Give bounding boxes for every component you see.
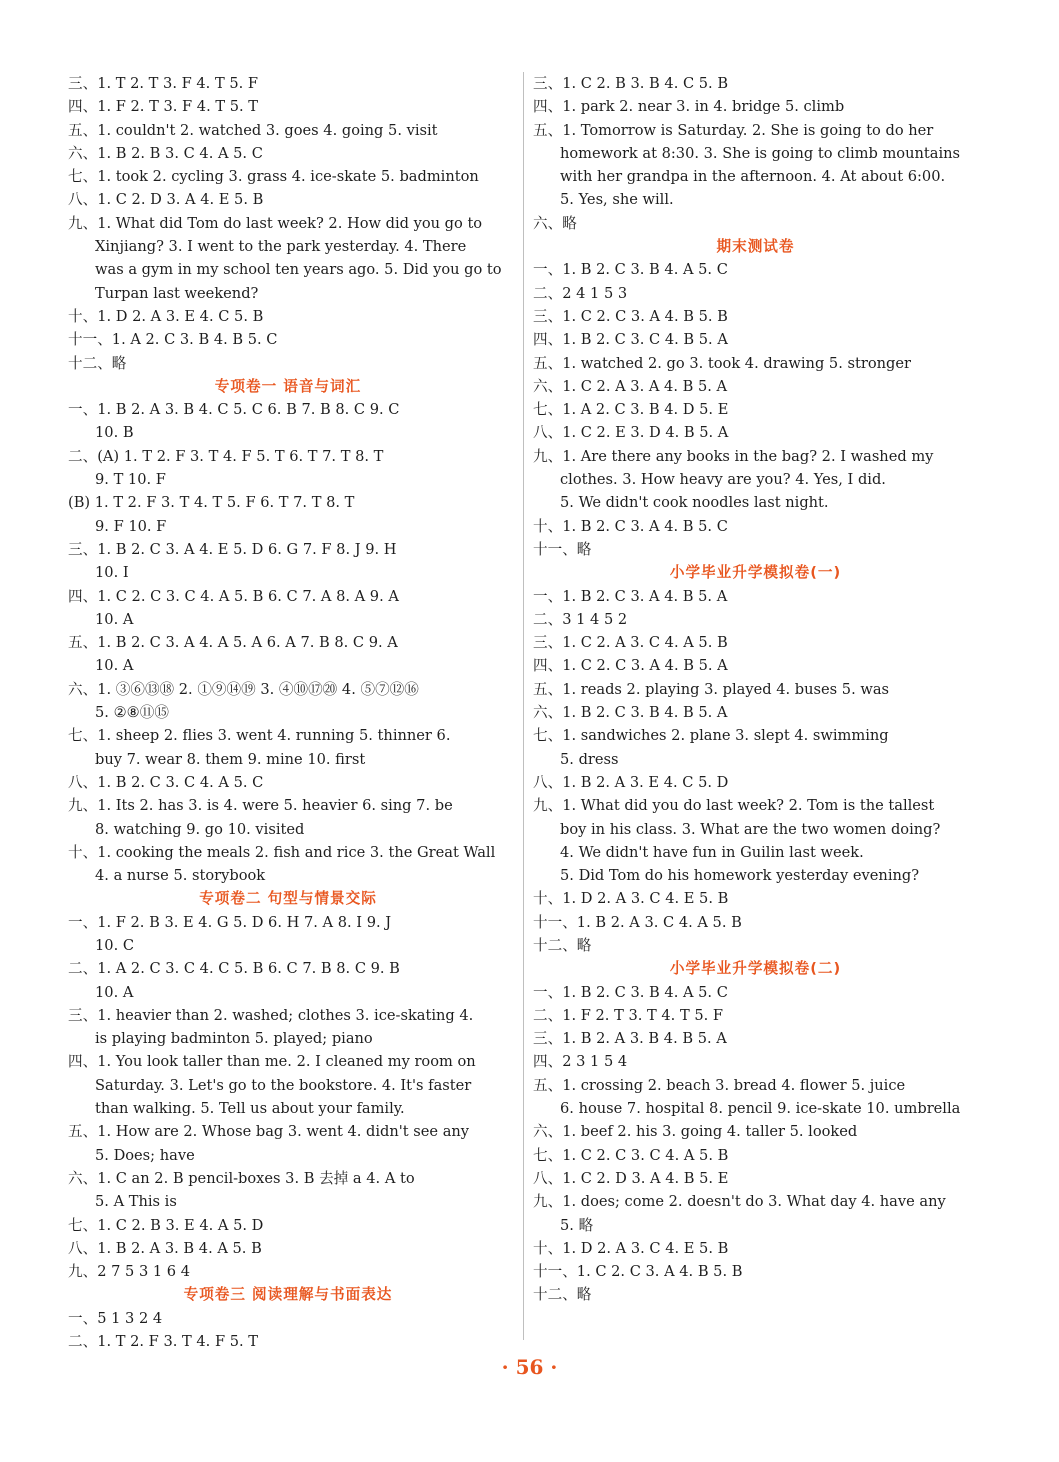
answer-line: 六、1. C an 2. B pencil-boxes 3. B 去掉 a 4. A to — [68, 1169, 415, 1187]
answer-line: 10. I — [95, 564, 129, 582]
answer-line: 六、1. C 2. A 3. A 4. B 5. A — [533, 377, 728, 395]
answer-line: 5. Does; have — [95, 1146, 195, 1164]
answer-line: 三、1. B 2. A 3. B 4. B 5. A — [533, 1030, 727, 1048]
answer-line: 三、1. B 2. C 3. A 4. E 5. D 6. G 7. F 8. J 9. H — [68, 540, 397, 558]
answer-line: 七、1. C 2. B 3. E 4. A 5. D — [68, 1216, 264, 1234]
answer-line: 一、1. B 2. C 3. B 4. A 5. C — [533, 261, 728, 279]
answer-line: 九、1. Are there any books in the bag? 2. I washed my — [533, 447, 934, 465]
answer-line: 七、1. sheep 2. flies 3. went 4. running 5. thinner 6. — [68, 727, 451, 745]
answer-line: 十一、1. C 2. C 3. A 4. B 5. B — [533, 1263, 743, 1281]
answer-line: 二、2 4 1 5 3 — [533, 284, 628, 302]
answer-line: 二、1. A 2. C 3. C 4. C 5. B 6. C 7. B 8. C 9. B — [68, 960, 400, 978]
answer-line: 八、1. C 2. E 3. D 4. B 5. A — [533, 424, 729, 442]
answer-line: 10. B — [95, 424, 134, 442]
answer-line: 五、1. reads 2. playing 3. played 4. buses 5. was — [533, 680, 890, 698]
answer-line: 二、3 1 4 5 2 — [533, 610, 628, 628]
answer-line: 七、1. C 2. C 3. C 4. A 5. B — [533, 1146, 729, 1164]
answer-line: 七、1. took 2. cycling 3. grass 4. ice-skate 5. badminton — [68, 168, 479, 186]
answer-line: 二、1. F 2. T 3. T 4. T 5. F — [533, 1006, 724, 1024]
answer-line: than walking. 5. Tell us about your family. — [95, 1100, 405, 1118]
answer-line: 四、2 3 1 5 4 — [533, 1053, 628, 1071]
answer-line: 六、1. B 2. C 3. B 4. B 5. A — [533, 704, 728, 722]
answer-line: 三、1. C 2. A 3. C 4. A 5. B — [533, 634, 728, 652]
answer-line: 四、1. C 2. C 3. A 4. B 5. A — [533, 657, 728, 675]
answer-line: buy 7. wear 8. them 9. mine 10. first — [95, 750, 366, 768]
answer-line: 五、1. watched 2. go 3. took 4. drawing 5. stronger — [533, 354, 911, 372]
answer-line: 10. C — [95, 936, 135, 954]
answer-line: 六、1. ③⑥⑬⑱ 2. ①⑨⑭⑲ 3. ④⑩⑰⑳ 4. ⑤⑦⑫⑯ — [68, 680, 419, 698]
answer-line: 十一、1. A 2. C 3. B 4. B 5. C — [68, 331, 278, 349]
answer-line: 四、1. B 2. C 3. C 4. B 5. A — [533, 331, 728, 349]
answer-line: 10. A — [95, 610, 134, 628]
answer-line: 八、1. C 2. D 3. A 4. B 5. E — [533, 1169, 729, 1187]
answer-line: was a gym in my school ten years ago. 5. Did you go to — [95, 261, 502, 279]
answer-line: 十、1. D 2. A 3. E 4. C 5. B — [68, 307, 264, 325]
answer-line: 十二、略 — [533, 936, 592, 954]
left-column — [68, 72, 508, 1353]
answer-line: 三、1. C 2. B 3. B 4. C 5. B — [533, 75, 729, 92]
answer-line: clothes. 3. How heavy are you? 4. Yes, I did. — [560, 471, 886, 489]
answer-line: boy in his class. 3. What are the two women doing? — [560, 820, 941, 838]
answer-line: 一、5 1 3 2 4 — [68, 1309, 163, 1327]
right-column — [533, 72, 978, 1307]
answer-line: 五、1. B 2. C 3. A 4. A 5. A 6. A 7. B 8. C 9. A — [68, 634, 398, 652]
answer-line: 5. Did Tom do his homework yesterday evening? — [560, 867, 920, 885]
answer-line: 九、1. Its 2. has 3. is 4. were 5. heavier 6. sing 7. be — [68, 797, 453, 815]
answer-line: with her grandpa in the afternoon. 4. At about 6:00. — [560, 168, 946, 186]
answer-line: Xinjiang? 3. I went to the park yesterday. 4. There — [95, 238, 467, 256]
answer-line: 4. We didn't have fun in Guilin last week. — [560, 843, 864, 861]
section-heading: 小学毕业升学模拟卷(一) — [669, 564, 842, 582]
answer-line: 八、1. B 2. A 3. E 4. C 5. D — [533, 773, 729, 791]
answer-line: homework at 8:30. 3. She is going to climb mountains — [560, 144, 961, 162]
answer-line: 三、1. T 2. T 3. F 4. T 5. F — [68, 75, 259, 92]
section-heading: 期末测试卷 — [716, 238, 795, 256]
answer-line: 5. A This is — [95, 1193, 177, 1211]
section-heading: 专项卷一 语音与词汇 — [214, 377, 362, 395]
answer-line: 九、1. What did Tom do last week? 2. How did you go to — [68, 214, 483, 232]
column-divider — [523, 72, 524, 1340]
section-heading: 小学毕业升学模拟卷(二) — [669, 960, 842, 978]
answer-line: 二、1. T 2. F 3. T 4. F 5. T — [68, 1333, 259, 1351]
answer-line: 九、1. does; come 2. doesn't do 3. What day 4. have any — [533, 1193, 946, 1211]
answer-line: 八、1. B 2. A 3. B 4. A 5. B — [68, 1239, 262, 1257]
answer-line: 一、1. B 2. C 3. A 4. B 5. A — [533, 587, 728, 605]
answer-line: 十、1. cooking the meals 2. fish and rice 3. the Great Wall — [68, 843, 496, 861]
answer-line: 五、1. How are 2. Whose bag 3. went 4. didn't see any — [68, 1123, 470, 1141]
answer-line: 十二、略 — [533, 1286, 592, 1304]
answer-line: 六、1. beef 2. his 3. going 4. taller 5. looked — [533, 1123, 858, 1141]
answer-line: 5. 略 — [560, 1216, 594, 1234]
answer-line: Saturday. 3. Let's go to the bookstore. 4. It's faster — [95, 1076, 472, 1094]
answer-line: 五、1. crossing 2. beach 3. bread 4. flower 5. juice — [533, 1076, 906, 1094]
answer-line: 6. house 7. hospital 8. pencil 9. ice-skate 10. umbrella — [560, 1100, 961, 1118]
answer-line: 十一、1. B 2. A 3. C 4. A 5. B — [533, 913, 742, 931]
answer-line: 10. A — [95, 657, 134, 675]
answer-line: 九、1. What did you do last week? 2. Tom is the tallest — [533, 797, 935, 815]
answer-line: 三、1. C 2. C 3. A 4. B 5. B — [533, 307, 728, 325]
answer-line: 十二、略 — [68, 354, 127, 372]
answer-line: 4. a nurse 5. storybook — [95, 867, 266, 885]
answer-line: 5. We didn't cook noodles last night. — [560, 494, 829, 512]
answer-line: 5. dress — [560, 750, 619, 768]
section-heading: 专项卷二 句型与情景交际 — [199, 890, 377, 908]
answer-line: 九、2 7 5 3 1 6 4 — [68, 1263, 191, 1281]
answer-line: 十、1. D 2. A 3. C 4. E 5. B — [533, 890, 729, 908]
page-number: · 56 · — [501, 1355, 558, 1379]
answer-line: 5. Yes, she will. — [560, 191, 674, 209]
answer-line: 六、略 — [533, 214, 577, 232]
answer-line: 七、1. A 2. C 3. B 4. D 5. E — [533, 401, 729, 419]
answer-line: 5. ②⑧⑪⑮ — [95, 704, 169, 722]
answer-line: 一、1. B 2. C 3. B 4. A 5. C — [533, 983, 728, 1001]
answer-line: 三、1. heavier than 2. washed; clothes 3. ice-skating 4. — [68, 1006, 474, 1024]
answer-line: 八、1. C 2. D 3. A 4. E 5. B — [68, 191, 264, 209]
answer-line: 二、(A) 1. T 2. F 3. T 4. F 5. T 6. T 7. T 8. T — [68, 447, 384, 465]
answer-line: 四、1. F 2. T 3. F 4. T 5. T — [68, 98, 259, 116]
answer-line: 十一、略 — [533, 540, 592, 558]
answer-line: 八、1. B 2. C 3. C 4. A 5. C — [68, 773, 264, 791]
answer-line: Turpan last weekend? — [95, 284, 259, 302]
answer-line: 十、1. D 2. A 3. C 4. E 5. B — [533, 1239, 729, 1257]
answer-line: 四、1. park 2. near 3. in 4. bridge 5. climb — [533, 98, 845, 116]
answer-line: 六、1. B 2. B 3. C 4. A 5. C — [68, 144, 263, 162]
answer-line: 一、1. F 2. B 3. E 4. G 5. D 6. H 7. A 8. I 9. J — [68, 913, 392, 931]
answer-line: 十、1. B 2. C 3. A 4. B 5. C — [533, 517, 728, 535]
answer-line: 一、1. B 2. A 3. B 4. C 5. C 6. B 7. B 8. C 9. C — [68, 401, 400, 419]
answer-line: (B) 1. T 2. F 3. T 4. T 5. F 6. T 7. T 8. T — [68, 494, 355, 512]
answer-line: 四、1. C 2. C 3. C 4. A 5. B 6. C 7. A 8. A 9. A — [68, 587, 399, 605]
answer-line: 四、1. You look taller than me. 2. I cleaned my room on — [68, 1053, 476, 1071]
answer-line: 五、1. couldn't 2. watched 3. goes 4. going 5. visit — [68, 121, 438, 139]
answer-line: 9. T 10. F — [95, 471, 166, 489]
answer-line: 10. A — [95, 983, 134, 1001]
answer-line: 七、1. sandwiches 2. plane 3. slept 4. swimming — [533, 727, 889, 745]
answer-line: 9. F 10. F — [95, 517, 167, 535]
answer-line: 8. watching 9. go 10. visited — [95, 820, 305, 838]
section-heading: 专项卷三 阅读理解与书面表达 — [183, 1286, 393, 1304]
answer-line: 五、1. Tomorrow is Saturday. 2. She is going to do her — [533, 121, 934, 139]
answer-line: is playing badminton 5. played; piano — [95, 1030, 373, 1048]
